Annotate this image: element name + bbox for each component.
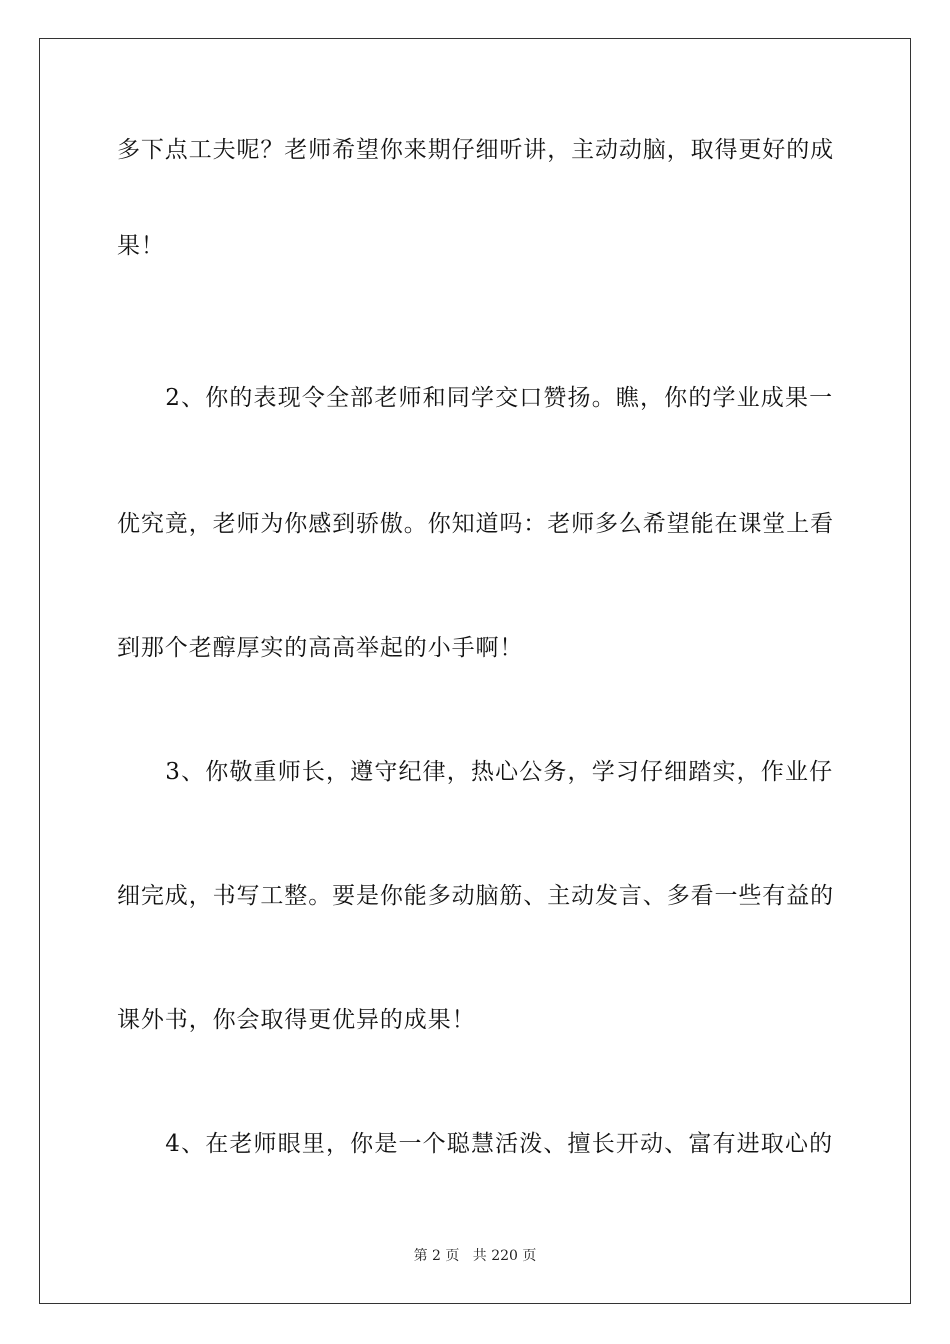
page-footer — [0, 1246, 950, 1266]
text-line-3: 2、你的表现令全部老师和同学交口赞扬。瞧，你的学业成果一 — [117, 385, 833, 411]
text-line-9: 4、在老师眼里，你是一个聪慧活泼、擅长开动、富有进取心的 — [117, 1131, 833, 1157]
text-line-2: 果！ — [117, 233, 165, 259]
text-line-5: 到那个老醇厚实的高高举起的小手啊！ — [117, 635, 524, 661]
page-total: 共 220 页 — [472, 1248, 537, 1264]
text-line-1: 多下点工夫呢？老师希望你来期仔细听讲，主动动脑，取得更好的成 — [117, 137, 834, 163]
text-line-8: 课外书，你会取得更优异的成果！ — [117, 1007, 476, 1033]
page-number: 第 2 页 — [413, 1248, 460, 1264]
text-line-7: 细完成，书写工整。要是你能多动脑筋、主动发言、多看一些有益的 — [117, 883, 834, 909]
text-line-6: 3、你敬重师长，遵守纪律，热心公务，学习仔细踏实，作业仔 — [117, 759, 833, 785]
text-line-4: 优究竟，老师为你感到骄傲。你知道吗：老师多么希望能在课堂上看 — [117, 511, 834, 537]
